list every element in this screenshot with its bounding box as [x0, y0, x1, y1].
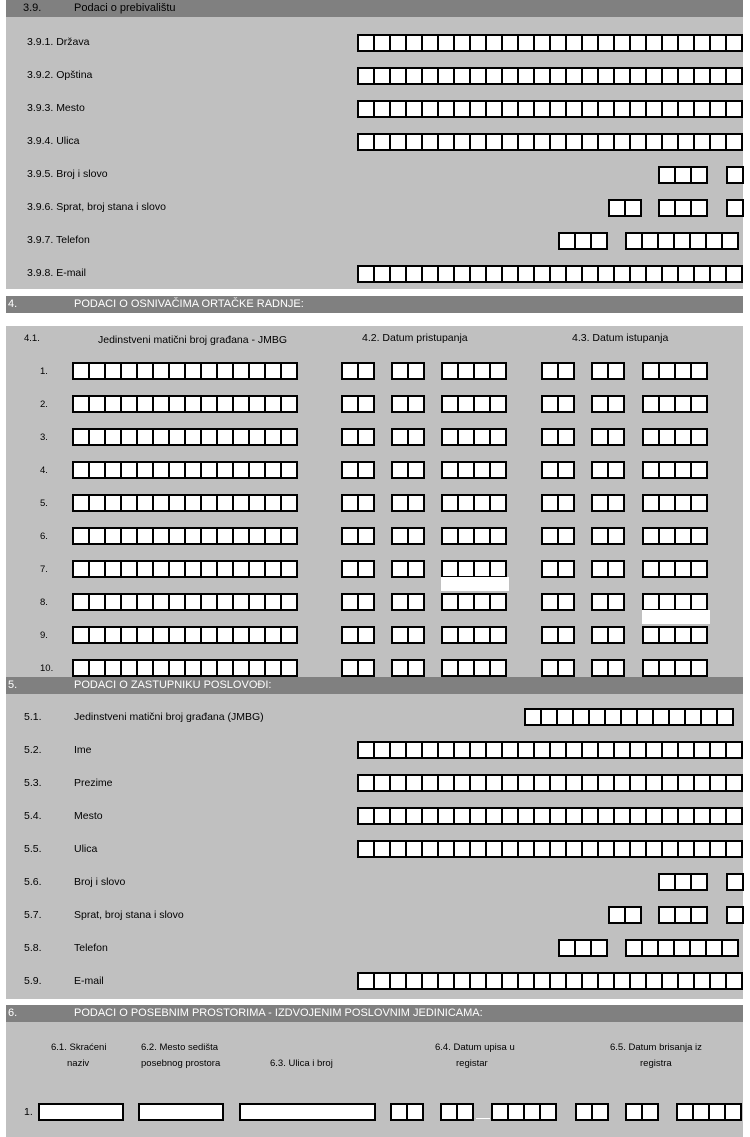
char-box[interactable]	[557, 626, 575, 644]
num-5-9: 5.9.	[24, 975, 42, 987]
input-upis-mesec[interactable]	[440, 1103, 472, 1121]
col-skraceni-naziv: 6.1. Skraćeni	[51, 1042, 107, 1053]
char-box[interactable]	[456, 1103, 474, 1121]
char-box[interactable]	[280, 395, 298, 413]
char-box[interactable]	[641, 1103, 659, 1121]
label-zastupnik-email: E-mail	[74, 975, 104, 987]
founder-pristupanje-dan-input[interactable]	[341, 626, 373, 644]
col-ulica-broj: 6.3. Ulica i broj	[270, 1058, 333, 1069]
input-zastupnik-ulica[interactable]	[357, 840, 741, 858]
founder-pristupanje-mesec-input[interactable]	[391, 560, 423, 578]
col-mesto-sedista: 6.2. Mesto sedišta	[141, 1042, 219, 1053]
char-box[interactable]	[557, 461, 575, 479]
char-box[interactable]	[280, 428, 298, 446]
section-title: Podaci o prebivalištu	[74, 2, 176, 14]
input-slovo-stana[interactable]	[726, 199, 742, 217]
char-box[interactable]	[489, 494, 507, 512]
founder-istupanje-godina-input[interactable]	[642, 362, 706, 380]
char-box[interactable]	[607, 593, 625, 611]
founder-istupanje-mesec-input[interactable]	[591, 560, 623, 578]
char-box[interactable]	[726, 873, 744, 891]
founder-row-number: 5.	[40, 498, 48, 509]
char-box[interactable]	[690, 906, 708, 924]
num-5-4: 5.4.	[24, 810, 42, 822]
founder-jmbg-input[interactable]	[72, 560, 296, 578]
char-box[interactable]	[357, 527, 375, 545]
founder-istupanje-godina-input[interactable]	[642, 626, 706, 644]
char-box[interactable]	[357, 461, 375, 479]
char-box[interactable]	[407, 494, 425, 512]
founder-pristupanje-dan-input[interactable]	[341, 494, 373, 512]
char-box[interactable]	[690, 428, 708, 446]
founder-jmbg-input[interactable]	[72, 362, 296, 380]
char-box[interactable]	[607, 428, 625, 446]
founder-istupanje-mesec-input[interactable]	[591, 362, 623, 380]
section-number: 4.	[8, 298, 18, 310]
input-zastupnik-broj-stana[interactable]	[658, 906, 706, 924]
label-opstina: 3.9.2. Opština	[27, 69, 93, 81]
founder-pristupanje-godina-input[interactable]	[441, 461, 505, 479]
label-drzava: 3.9.1. Država	[27, 36, 90, 48]
input-drzava[interactable]	[357, 34, 741, 52]
input-zastupnik-email[interactable]	[357, 972, 741, 990]
founder-pristupanje-mesec-input[interactable]	[391, 395, 423, 413]
founder-pristupanje-godina-input[interactable]	[441, 527, 505, 545]
input-zastupnik-telefon[interactable]	[625, 939, 737, 957]
input-zastupnik-broj[interactable]	[658, 873, 706, 891]
char-box[interactable]	[726, 906, 744, 924]
char-box[interactable]	[489, 659, 507, 677]
input-zastupnik-sprat[interactable]	[608, 906, 640, 924]
char-box[interactable]	[607, 527, 625, 545]
founder-jmbg-input[interactable]	[72, 395, 296, 413]
char-box[interactable]	[557, 593, 575, 611]
input-telefon-prefix[interactable]	[558, 232, 606, 250]
input-zastupnik-telefon-prefix[interactable]	[558, 939, 606, 957]
char-box[interactable]	[557, 362, 575, 380]
founder-pristupanje-godina-input[interactable]	[441, 362, 505, 380]
founder-istupanje-dan-input[interactable]	[541, 428, 573, 446]
char-box[interactable]	[280, 461, 298, 479]
char-box[interactable]	[725, 840, 743, 858]
char-box[interactable]	[726, 199, 744, 217]
char-box[interactable]	[557, 395, 575, 413]
input-telefon[interactable]	[625, 232, 737, 250]
char-box[interactable]	[690, 593, 708, 611]
char-box[interactable]	[557, 494, 575, 512]
label-telefon: 3.9.7. Telefon	[27, 234, 90, 246]
founder-pristupanje-dan-input[interactable]	[341, 560, 373, 578]
char-box[interactable]	[725, 67, 743, 85]
label-mesto: 3.9.3. Mesto	[27, 102, 85, 114]
char-box[interactable]	[280, 362, 298, 380]
label-broj: 3.9.5. Broj i slovo	[27, 168, 108, 180]
founder-row-number: 10.	[40, 663, 54, 674]
founder-row-number: 8.	[40, 597, 48, 608]
col-skraceni-naziv-2: naziv	[67, 1058, 90, 1069]
founder-row-number: 4.	[40, 465, 48, 476]
label-zastupnik-jmbg: Jedinstveni matični broj građana (JMBG)	[74, 711, 264, 723]
char-box[interactable]	[407, 560, 425, 578]
char-box[interactable]	[489, 527, 507, 545]
label-ulica: 3.9.4. Ulica	[27, 135, 80, 147]
num-5-2: 5.2.	[24, 744, 42, 756]
founder-pristupanje-dan-input[interactable]	[341, 527, 373, 545]
founder-istupanje-mesec-input[interactable]	[591, 593, 623, 611]
founder-istupanje-dan-input[interactable]	[541, 659, 573, 677]
founder-pristupanje-dan-input[interactable]	[341, 395, 373, 413]
founder-istupanje-mesec-input[interactable]	[591, 428, 623, 446]
label-zastupnik-broj: Broj i slovo	[74, 876, 126, 888]
founder-istupanje-godina-input[interactable]	[642, 461, 706, 479]
scan-artifact	[441, 577, 509, 591]
col-jmbg-number: 4.1.	[24, 333, 40, 344]
founder-istupanje-godina-input[interactable]	[642, 593, 706, 611]
label-zastupnik-sprat: Sprat, broj stana i slovo	[74, 909, 184, 921]
section-title: PODACI O ZASTUPNIKU POSLOVOĐI:	[74, 679, 272, 691]
char-box[interactable]	[690, 362, 708, 380]
input-ulica-broj[interactable]	[239, 1103, 376, 1121]
founder-istupanje-godina-input[interactable]	[642, 428, 706, 446]
founder-pristupanje-dan-input[interactable]	[341, 593, 373, 611]
founder-pristupanje-mesec-input[interactable]	[391, 428, 423, 446]
founder-row-number: 1.	[40, 366, 48, 377]
founder-pristupanje-godina-input[interactable]	[441, 626, 505, 644]
input-email[interactable]	[357, 265, 741, 283]
section-4-header	[6, 296, 743, 313]
input-upis-dan[interactable]	[390, 1103, 422, 1121]
label-zastupnik-telefon: Telefon	[74, 942, 108, 954]
char-box[interactable]	[280, 593, 298, 611]
founder-pristupanje-godina-input[interactable]	[441, 659, 505, 677]
char-box[interactable]	[489, 626, 507, 644]
founder-istupanje-godina-input[interactable]	[642, 659, 706, 677]
char-box[interactable]	[690, 560, 708, 578]
char-box[interactable]	[407, 626, 425, 644]
input-brisanje-dan[interactable]	[575, 1103, 607, 1121]
input-prezime[interactable]	[357, 774, 741, 792]
char-box[interactable]	[690, 199, 708, 217]
founder-istupanje-dan-input[interactable]	[541, 527, 573, 545]
char-box[interactable]	[280, 659, 298, 677]
section-number: 6.	[8, 1007, 18, 1019]
col-datum-upisa: 6.4. Datum upisa u	[435, 1042, 515, 1053]
input-broj-stana[interactable]	[658, 199, 706, 217]
char-box[interactable]	[607, 461, 625, 479]
founder-istupanje-godina-input[interactable]	[642, 494, 706, 512]
founder-pristupanje-dan-input[interactable]	[341, 362, 373, 380]
label-email: 3.9.8. E-mail	[27, 267, 86, 279]
char-box[interactable]	[624, 906, 642, 924]
char-box[interactable]	[590, 939, 608, 957]
char-box[interactable]	[690, 626, 708, 644]
col-datum-istupanja: 4.3. Datum istupanja	[572, 332, 669, 344]
char-box[interactable]	[357, 395, 375, 413]
char-box[interactable]	[607, 626, 625, 644]
char-box[interactable]	[716, 708, 734, 726]
founder-pristupanje-godina-input[interactable]	[441, 593, 505, 611]
founder-jmbg-input[interactable]	[72, 593, 296, 611]
char-box[interactable]	[357, 428, 375, 446]
founder-jmbg-input[interactable]	[72, 494, 296, 512]
num-5-6: 5.6.	[24, 876, 42, 888]
char-box[interactable]	[590, 232, 608, 250]
input-sprat[interactable]	[608, 199, 640, 217]
char-box[interactable]	[557, 527, 575, 545]
founder-istupanje-mesec-input[interactable]	[591, 659, 623, 677]
section-3-9-header	[6, 0, 743, 17]
founder-pristupanje-dan-input[interactable]	[341, 461, 373, 479]
char-box[interactable]	[557, 560, 575, 578]
founder-jmbg-input[interactable]	[72, 626, 296, 644]
char-box[interactable]	[557, 659, 575, 677]
char-box[interactable]	[489, 593, 507, 611]
founder-row-number: 7.	[40, 564, 48, 575]
label-ime: Ime	[74, 744, 92, 756]
founder-istupanje-mesec-input[interactable]	[591, 395, 623, 413]
input-brisanje-godina[interactable]	[676, 1103, 740, 1121]
row-number: 1.	[24, 1106, 33, 1118]
char-box[interactable]	[357, 626, 375, 644]
section-number: 5.	[8, 679, 18, 691]
founder-istupanje-dan-input[interactable]	[541, 461, 573, 479]
founder-istupanje-mesec-input[interactable]	[591, 494, 623, 512]
char-box[interactable]	[407, 593, 425, 611]
col-mesto-sedista-2: posebnog prostora	[141, 1058, 221, 1069]
label-prezime: Prezime	[74, 777, 113, 789]
section-5-header	[6, 677, 743, 694]
founder-row-number: 2.	[40, 399, 48, 410]
founder-jmbg-input[interactable]	[72, 461, 296, 479]
char-box[interactable]	[357, 593, 375, 611]
founder-istupanje-godina-input[interactable]	[642, 560, 706, 578]
char-box[interactable]	[725, 741, 743, 759]
section-number: 3.9.	[23, 2, 42, 14]
char-box[interactable]	[607, 560, 625, 578]
char-box[interactable]	[725, 807, 743, 825]
char-box[interactable]	[591, 1103, 609, 1121]
founder-jmbg-input[interactable]	[72, 659, 296, 677]
char-box[interactable]	[725, 774, 743, 792]
founder-istupanje-dan-input[interactable]	[541, 593, 573, 611]
char-box[interactable]	[725, 133, 743, 151]
founder-pristupanje-godina-input[interactable]	[441, 494, 505, 512]
founder-istupanje-mesec-input[interactable]	[591, 626, 623, 644]
char-box[interactable]	[406, 1103, 424, 1121]
input-zastupnik-slovo-stana[interactable]	[726, 906, 742, 924]
char-box[interactable]	[489, 395, 507, 413]
founder-row-number: 3.	[40, 432, 48, 443]
col-jmbg-label: Jedinstveni matični broj građana - JMBG	[98, 334, 288, 346]
char-box[interactable]	[690, 527, 708, 545]
char-box[interactable]	[357, 362, 375, 380]
input-upis-godina[interactable]	[491, 1103, 555, 1121]
char-box[interactable]	[690, 659, 708, 677]
num-5-5: 5.5.	[24, 843, 42, 855]
char-box[interactable]	[624, 199, 642, 217]
char-box[interactable]	[607, 659, 625, 677]
input-mesto-sedista[interactable]	[138, 1103, 224, 1121]
num-5-7: 5.7.	[24, 909, 42, 921]
char-box[interactable]	[725, 972, 743, 990]
char-box[interactable]	[357, 494, 375, 512]
char-box[interactable]	[407, 461, 425, 479]
char-box[interactable]	[280, 494, 298, 512]
char-box[interactable]	[489, 560, 507, 578]
input-opstina[interactable]	[357, 67, 741, 85]
char-box[interactable]	[357, 560, 375, 578]
section-6-header	[6, 1005, 743, 1022]
founder-pristupanje-mesec-input[interactable]	[391, 626, 423, 644]
input-zastupnik-mesto[interactable]	[357, 807, 741, 825]
founder-pristupanje-dan-input[interactable]	[341, 428, 373, 446]
label-sprat: 3.9.6. Sprat, broj stana i slovo	[27, 201, 166, 213]
char-box[interactable]	[407, 362, 425, 380]
char-box[interactable]	[557, 428, 575, 446]
col-datum-brisanja: 6.5. Datum brisanja iz	[610, 1042, 702, 1053]
col-datum-pristupanja: 4.2. Datum pristupanja	[362, 332, 468, 344]
char-box[interactable]	[407, 428, 425, 446]
char-box[interactable]	[280, 626, 298, 644]
char-box[interactable]	[607, 494, 625, 512]
num-5-8: 5.8.	[24, 942, 42, 954]
char-box[interactable]	[721, 939, 739, 957]
founder-pristupanje-mesec-input[interactable]	[391, 659, 423, 677]
char-box[interactable]	[607, 362, 625, 380]
num-5-3: 5.3.	[24, 777, 42, 789]
input-skraceni-naziv[interactable]	[38, 1103, 124, 1121]
section-title: PODACI O POSEBNIM PROSTORIMA - IZDVOJENIM POSLOVNIM JEDINICAMA:	[74, 1007, 483, 1019]
char-box[interactable]	[724, 1103, 742, 1121]
founder-row-number: 9.	[40, 630, 48, 641]
char-box[interactable]	[539, 1103, 557, 1121]
num-5-1: 5.1.	[24, 711, 42, 723]
founder-istupanje-mesec-input[interactable]	[591, 461, 623, 479]
scan-artifact	[642, 610, 710, 624]
col-datum-brisanja-2: registra	[640, 1058, 672, 1069]
col-datum-upisa-2: registar	[456, 1058, 488, 1069]
char-box[interactable]	[280, 560, 298, 578]
char-box[interactable]	[407, 395, 425, 413]
char-box[interactable]	[690, 395, 708, 413]
char-box[interactable]	[690, 166, 708, 184]
founder-pristupanje-godina-input[interactable]	[441, 395, 505, 413]
char-box[interactable]	[489, 362, 507, 380]
input-mesto[interactable]	[357, 100, 741, 118]
founder-pristupanje-mesec-input[interactable]	[391, 527, 423, 545]
founder-istupanje-godina-input[interactable]	[642, 527, 706, 545]
char-box[interactable]	[280, 527, 298, 545]
founder-istupanje-dan-input[interactable]	[541, 626, 573, 644]
input-slovo[interactable]	[726, 166, 742, 184]
input-broj[interactable]	[658, 166, 706, 184]
char-box[interactable]	[690, 494, 708, 512]
founder-jmbg-input[interactable]	[72, 527, 296, 545]
section-title: PODACI O OSNIVAČIMA ORTAČKE RADNJE:	[74, 298, 304, 310]
input-zastupnik-jmbg[interactable]	[524, 708, 732, 726]
input-brisanje-mesec[interactable]	[625, 1103, 657, 1121]
input-ulica[interactable]	[357, 133, 741, 151]
founder-pristupanje-mesec-input[interactable]	[391, 461, 423, 479]
label-zastupnik-mesto: Mesto	[74, 810, 103, 822]
founder-pristupanje-mesec-input[interactable]	[391, 494, 423, 512]
char-box[interactable]	[489, 428, 507, 446]
char-box[interactable]	[721, 232, 739, 250]
char-box[interactable]	[725, 100, 743, 118]
label-zastupnik-ulica: Ulica	[74, 843, 98, 855]
founder-pristupanje-dan-input[interactable]	[341, 659, 373, 677]
char-box[interactable]	[357, 659, 375, 677]
founder-istupanje-mesec-input[interactable]	[591, 527, 623, 545]
upis-separator	[476, 1118, 490, 1119]
char-box[interactable]	[407, 527, 425, 545]
input-zastupnik-slovo[interactable]	[726, 873, 742, 891]
founder-pristupanje-mesec-input[interactable]	[391, 593, 423, 611]
founder-row-number: 6.	[40, 531, 48, 542]
input-ime[interactable]	[357, 741, 741, 759]
char-box[interactable]	[690, 461, 708, 479]
char-box[interactable]	[607, 395, 625, 413]
founder-istupanje-godina-input[interactable]	[642, 395, 706, 413]
founder-istupanje-dan-input[interactable]	[541, 494, 573, 512]
char-box[interactable]	[407, 659, 425, 677]
char-box[interactable]	[725, 265, 743, 283]
founder-jmbg-input[interactable]	[72, 428, 296, 446]
founder-istupanje-dan-input[interactable]	[541, 560, 573, 578]
char-box[interactable]	[726, 166, 744, 184]
founder-istupanje-dan-input[interactable]	[541, 362, 573, 380]
char-box[interactable]	[489, 461, 507, 479]
founder-pristupanje-godina-input[interactable]	[441, 560, 505, 578]
char-box[interactable]	[725, 34, 743, 52]
char-box[interactable]	[690, 873, 708, 891]
founder-pristupanje-godina-input[interactable]	[441, 428, 505, 446]
founder-pristupanje-mesec-input[interactable]	[391, 362, 423, 380]
founder-istupanje-dan-input[interactable]	[541, 395, 573, 413]
